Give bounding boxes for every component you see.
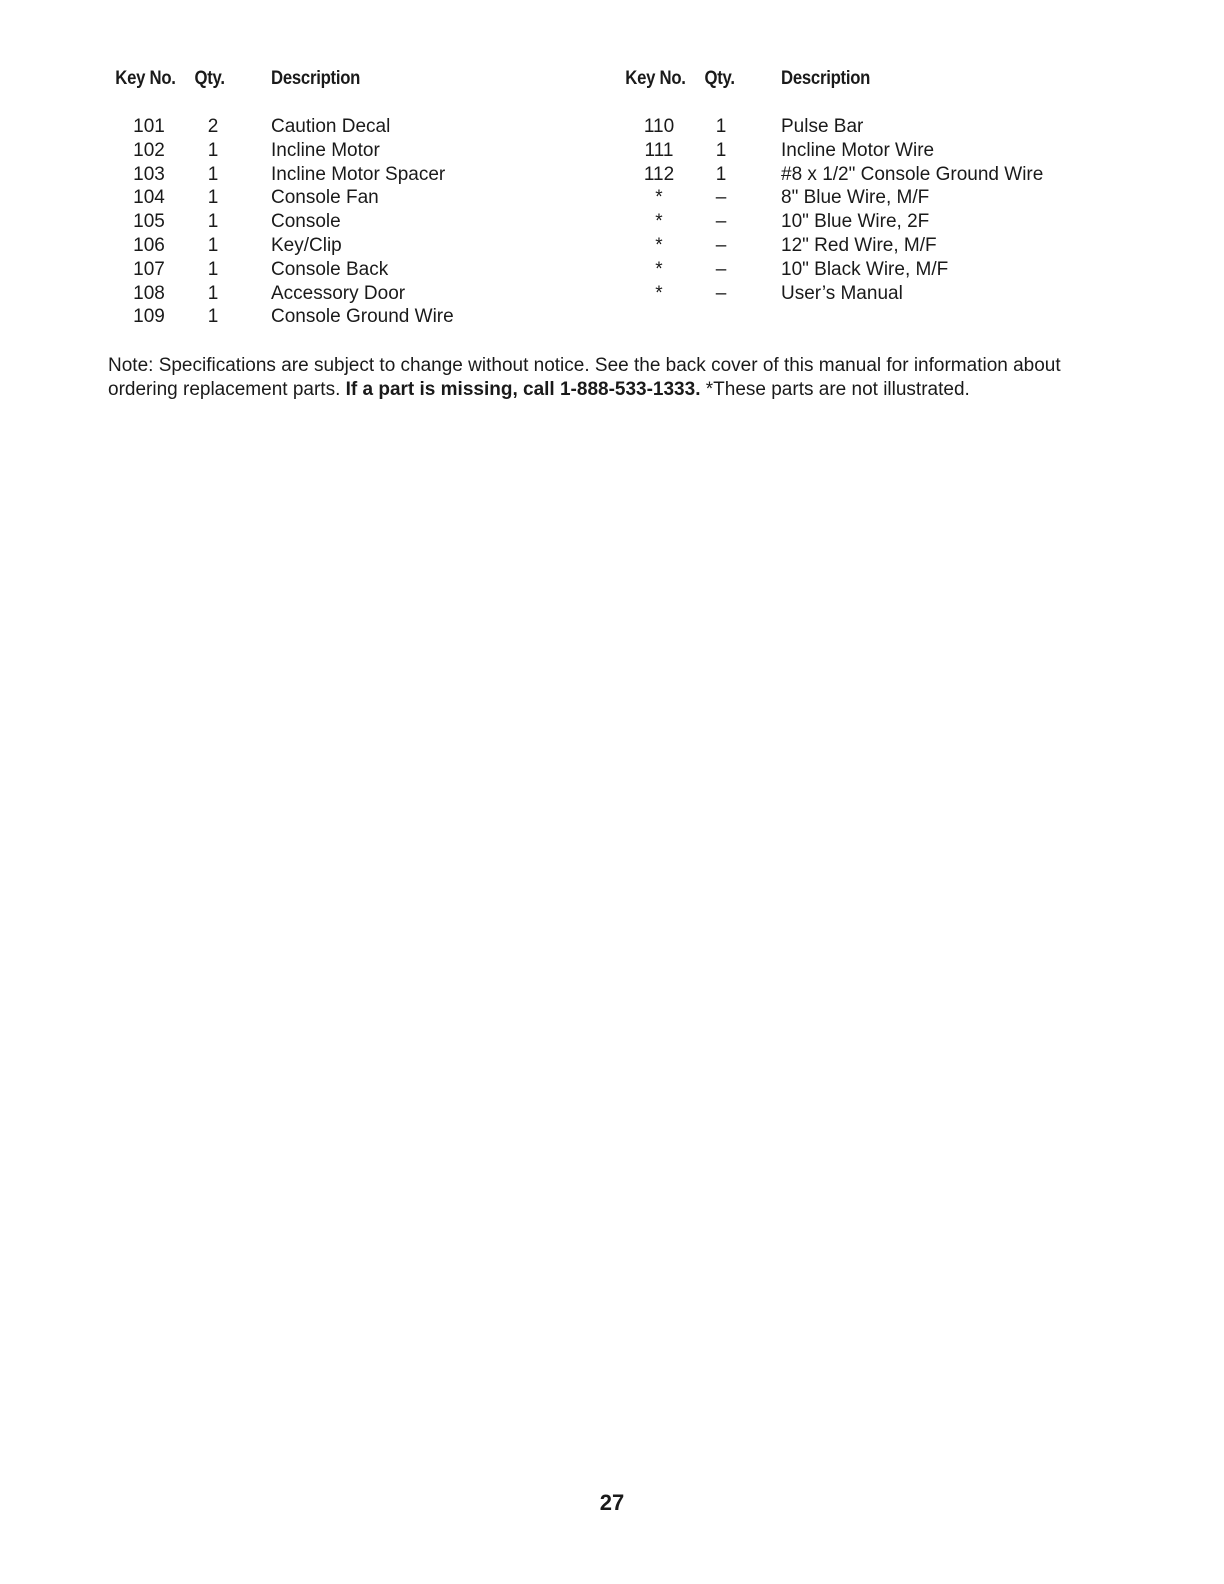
header-key-no: Key No. <box>115 68 176 89</box>
note-missing-part-phone: If a part is missing, call 1-888-533-1333. <box>345 379 701 400</box>
cell-description: 8" Blue Wire, M/F <box>781 187 930 209</box>
header-description: Description <box>271 68 361 89</box>
table-row <box>110 211 670 235</box>
cell-key: 104 <box>133 187 165 209</box>
cell-key: 112 <box>643 163 675 185</box>
cell-description: Incline Motor Spacer <box>271 163 446 185</box>
cell-key: 103 <box>133 163 165 185</box>
cell-qty: 1 <box>207 282 219 304</box>
table-row <box>620 259 1180 283</box>
page-number: 27 <box>599 1490 625 1515</box>
table-row <box>110 283 670 307</box>
cell-description: Accessory Door <box>271 282 406 304</box>
cell-key: 105 <box>133 211 165 233</box>
cell-description: 10" Blue Wire, 2F <box>781 211 930 233</box>
cell-description: Key/Clip <box>271 234 342 256</box>
header-description: Description <box>781 68 871 89</box>
cell-description: Pulse Bar <box>781 116 864 137</box>
header-qty: Qty. <box>194 68 225 89</box>
cell-qty: – <box>715 258 727 280</box>
cell-description: Incline Motor <box>271 139 380 161</box>
cell-key: 109 <box>133 306 165 328</box>
table-header <box>620 68 1113 94</box>
parts-table-right <box>620 68 1180 306</box>
table-row <box>110 187 670 211</box>
cell-key: * <box>655 258 663 280</box>
cell-description: Console Back <box>271 258 389 280</box>
table-row <box>110 164 670 188</box>
header-key-no: Key No. <box>625 68 686 89</box>
cell-key: * <box>655 234 663 256</box>
cell-qty: – <box>715 234 727 256</box>
note-outro: *These parts are not illustrated. <box>700 379 970 400</box>
cell-qty: 1 <box>207 234 219 256</box>
cell-description: Console <box>271 211 341 233</box>
cell-key: * <box>655 282 663 304</box>
cell-description: Console Ground Wire <box>271 306 454 328</box>
cell-key: 102 <box>133 139 165 161</box>
cell-description: #8 x 1/2" Console Ground Wire <box>781 163 1044 185</box>
note-paragraph <box>108 354 1118 402</box>
parts-table-left <box>110 68 670 330</box>
table-row <box>620 187 1180 211</box>
cell-key: 111 <box>644 139 674 161</box>
cell-key: 108 <box>133 282 165 304</box>
cell-qty: – <box>715 282 727 304</box>
cell-qty: 1 <box>207 211 219 233</box>
table-row <box>620 211 1180 235</box>
cell-qty: 1 <box>207 163 219 185</box>
cell-key: * <box>655 211 663 233</box>
table-row <box>620 235 1180 259</box>
cell-key: 106 <box>133 234 165 256</box>
note-intro: Note: Specifications are subject to change without notice. See the back cover of this manual for information about ordering replacement parts. <box>108 355 1061 400</box>
table-body <box>110 116 670 330</box>
table-row <box>110 306 670 330</box>
cell-description: User’s Manual <box>781 282 903 304</box>
table-row <box>110 140 670 164</box>
cell-qty: 1 <box>207 306 219 328</box>
cell-description: Caution Decal <box>271 116 391 137</box>
cell-qty: 1 <box>715 163 727 185</box>
table-body <box>620 116 1180 306</box>
table-row <box>110 235 670 259</box>
table-header <box>110 68 603 94</box>
table-row <box>110 116 670 140</box>
cell-qty: 1 <box>207 139 219 161</box>
cell-key: 107 <box>133 258 165 280</box>
cell-description: 10" Black Wire, M/F <box>781 258 949 280</box>
table-row <box>110 259 670 283</box>
cell-qty: 1 <box>715 116 727 137</box>
cell-qty: 2 <box>207 116 219 137</box>
table-row <box>620 116 1180 140</box>
table-row <box>620 283 1180 307</box>
table-row <box>620 164 1180 188</box>
table-row <box>620 140 1180 164</box>
cell-description: Console Fan <box>271 187 379 209</box>
cell-key: * <box>655 187 663 209</box>
cell-qty: 1 <box>207 258 219 280</box>
cell-qty: 1 <box>207 187 219 209</box>
cell-qty: – <box>715 187 727 209</box>
cell-description: Incline Motor Wire <box>781 139 935 161</box>
cell-qty: 1 <box>715 139 727 161</box>
cell-key: 101 <box>133 116 165 137</box>
header-qty: Qty. <box>704 68 735 89</box>
cell-key: 110 <box>643 116 675 137</box>
cell-description: 12" Red Wire, M/F <box>781 234 937 256</box>
cell-qty: – <box>715 211 727 233</box>
